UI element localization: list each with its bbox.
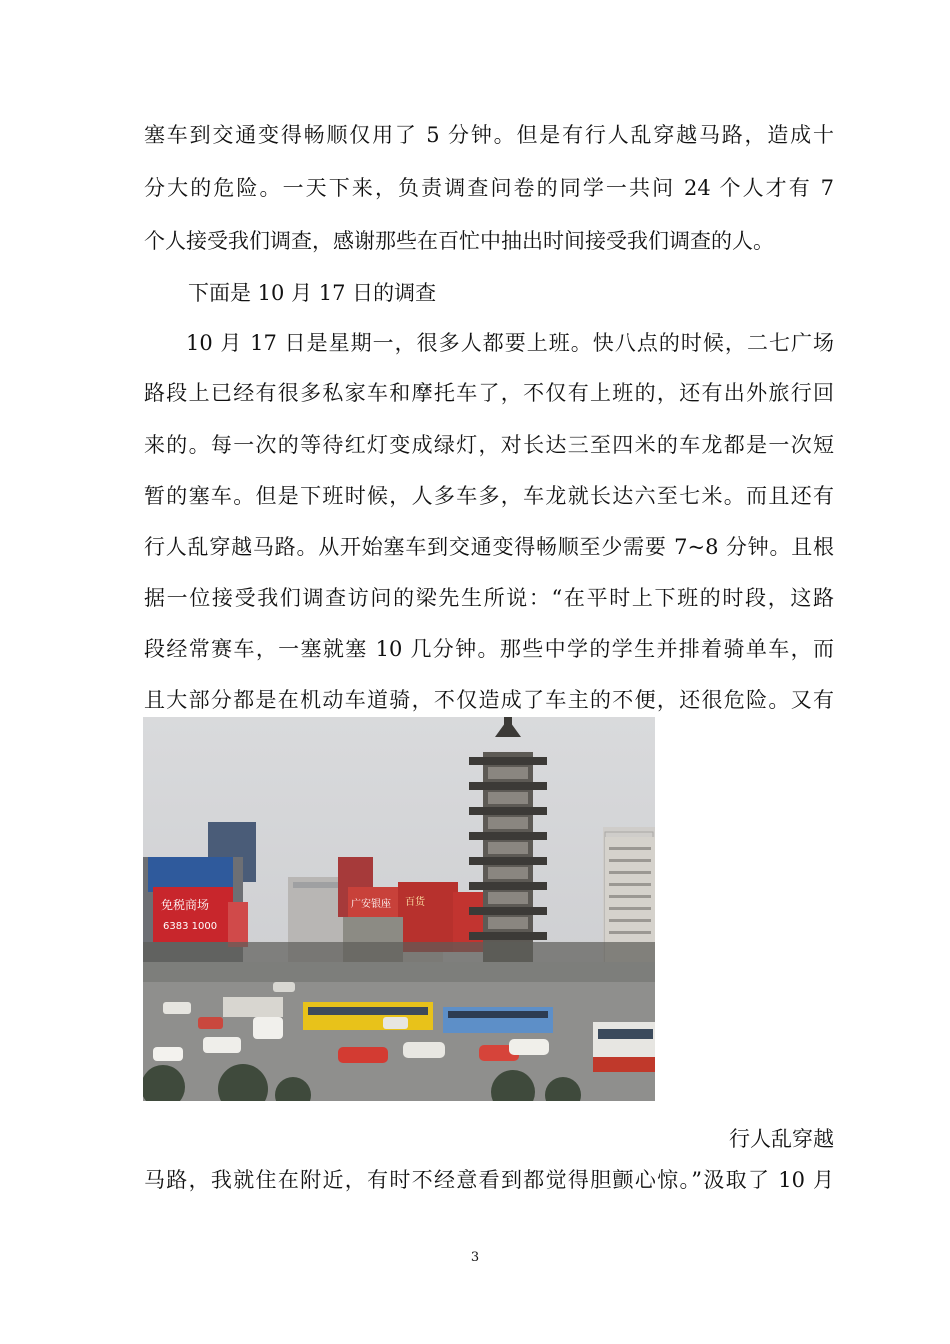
paragraph-line: 马路，我就住在附近，有时不经意看到都觉得胆颤心惊。”汲取了 10 月 [144, 1168, 834, 1192]
paragraph-line: 行人乱穿越 [729, 1127, 834, 1151]
paragraph-line: 塞车到交通变得畅顺仅用了 5 分钟。但是有行人乱穿越马路，造成十 [144, 123, 834, 147]
paragraph-line: 路段上已经有很多私家车和摩托车了，不仅有上班的，还有出外旅行回 [144, 381, 834, 405]
sign-phone: 6383 1000 [163, 921, 218, 932]
section-heading: 下面是 10 月 17 日的调查 [188, 281, 437, 305]
page-number: 3 [470, 1250, 480, 1265]
paragraph-line: 且大部分都是在机动车道骑，不仅造成了车主的不便，还很危险。又有 [144, 688, 834, 712]
paragraph-line: 10 月 17 日是星期一，很多人都要上班。快八点的时候，二七广场 [186, 331, 834, 355]
paragraph-line: 个人接受我们调查，感谢那些在百忙中抽出时间接受我们调查的人。 [144, 229, 774, 253]
bus-white [593, 1022, 655, 1072]
paragraph-line: 行人乱穿越马路。从开始塞车到交通变得畅顺至少需要 7~8 分钟。且根 [144, 535, 834, 559]
paragraph-line: 来的。每一次的等待红灯变成绿灯，对长达三至四米的车龙都是一次短 [144, 433, 834, 457]
sign-duty-free: 免税商场 [161, 898, 210, 912]
bus-blue [443, 1007, 553, 1033]
paragraph-line: 段经常赛车，一塞就塞 10 几分钟。那些中学的学生并排着骑单车，而 [144, 637, 834, 661]
sign-mall: 广安银座 [351, 899, 391, 910]
paragraph-line: 分大的危险。一天下来，负责调查问卷的同学一共问 24 个人才有 7 [144, 176, 834, 200]
paragraph-line: 暂的塞车。但是下班时候，人多车多，车龙就长达六至七米。而且还有 [144, 484, 834, 508]
sign-store: 百货 [405, 897, 425, 908]
street-photo [143, 717, 655, 1101]
bus-yellow [303, 1002, 433, 1030]
paragraph-line: 据一位接受我们调查访问的梁先生所说：“在平时上下班的时段，这路 [144, 586, 834, 610]
